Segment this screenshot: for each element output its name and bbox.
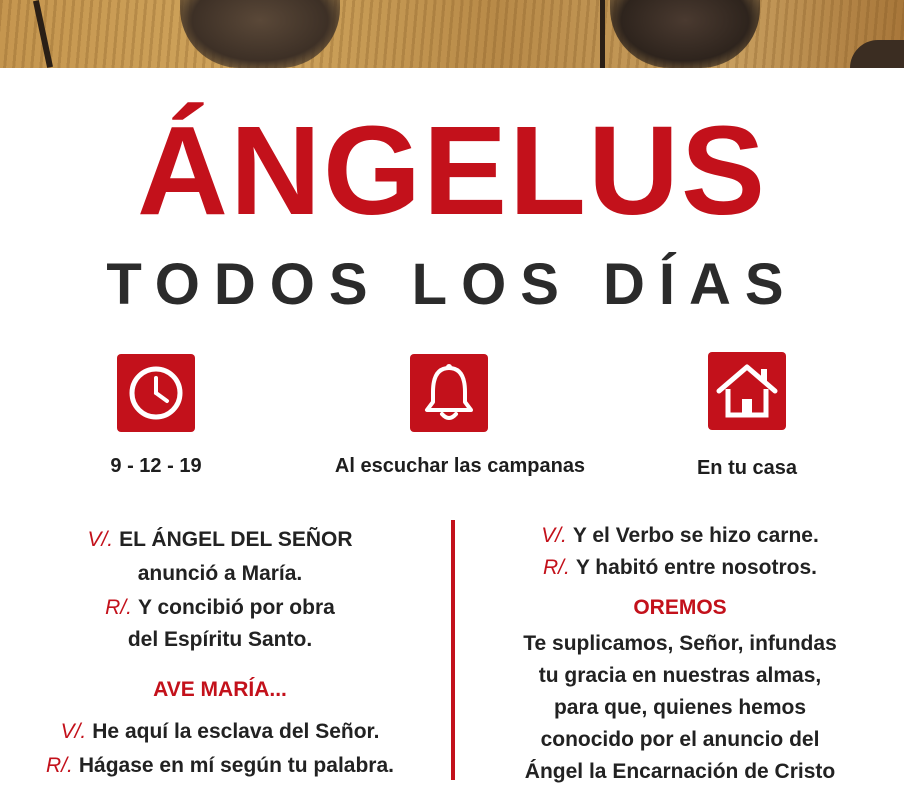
response-1-cont: del Espíritu Santo. [127,628,313,651]
prayer-line: Ángel la Encarnación de Cristo [524,760,836,783]
verse-marker: V/. [60,720,87,743]
response-1: R/. Y concibió por obra [105,596,335,619]
response-2: R/. Hágase en mí según tu palabra. [46,754,394,777]
verse-3: V/. Y el Verbo se hizo carne. [541,524,819,547]
response-3: R/. Y habitó entre nosotros. [543,556,817,579]
prayer-line: conocido por el anuncio del [540,728,820,751]
page-subtitle: TODOS LOS DÍAS [106,252,798,317]
verse-1: V/. EL ÁNGEL DEL SEÑOR [87,528,353,551]
verse-marker: V/. [87,528,114,551]
header-painting [0,0,904,68]
bells-label: Al escuchar las campanas [334,455,586,477]
column-divider [451,520,455,780]
left-column [20,524,420,777]
home-label: En tu casa [696,457,798,479]
ave-maria-heading: AVE MARÍA... [153,678,287,701]
prayer-line: Te suplicamos, Señor, infundas [523,632,837,655]
verse-1-cont: anunció a María. [137,562,303,585]
page-title: ÁNGELUS [136,100,768,241]
response-marker: R/. [46,754,73,777]
response-marker: R/. [105,596,133,619]
home-icon [708,352,786,430]
right-column [480,520,880,783]
clock-icon [117,354,195,432]
prayer-line: tu gracia en nuestras almas, [538,664,822,687]
prayer-line: para que, quienes hemos [553,696,807,719]
oremos-heading: OREMOS [633,596,727,619]
verse-marker: V/. [541,524,567,547]
bell-icon [410,354,488,432]
schedule-label: 9 - 12 - 19 [110,455,202,477]
verse-2: V/. He aquí la esclava del Señor. [60,720,380,743]
response-marker: R/. [543,556,570,579]
